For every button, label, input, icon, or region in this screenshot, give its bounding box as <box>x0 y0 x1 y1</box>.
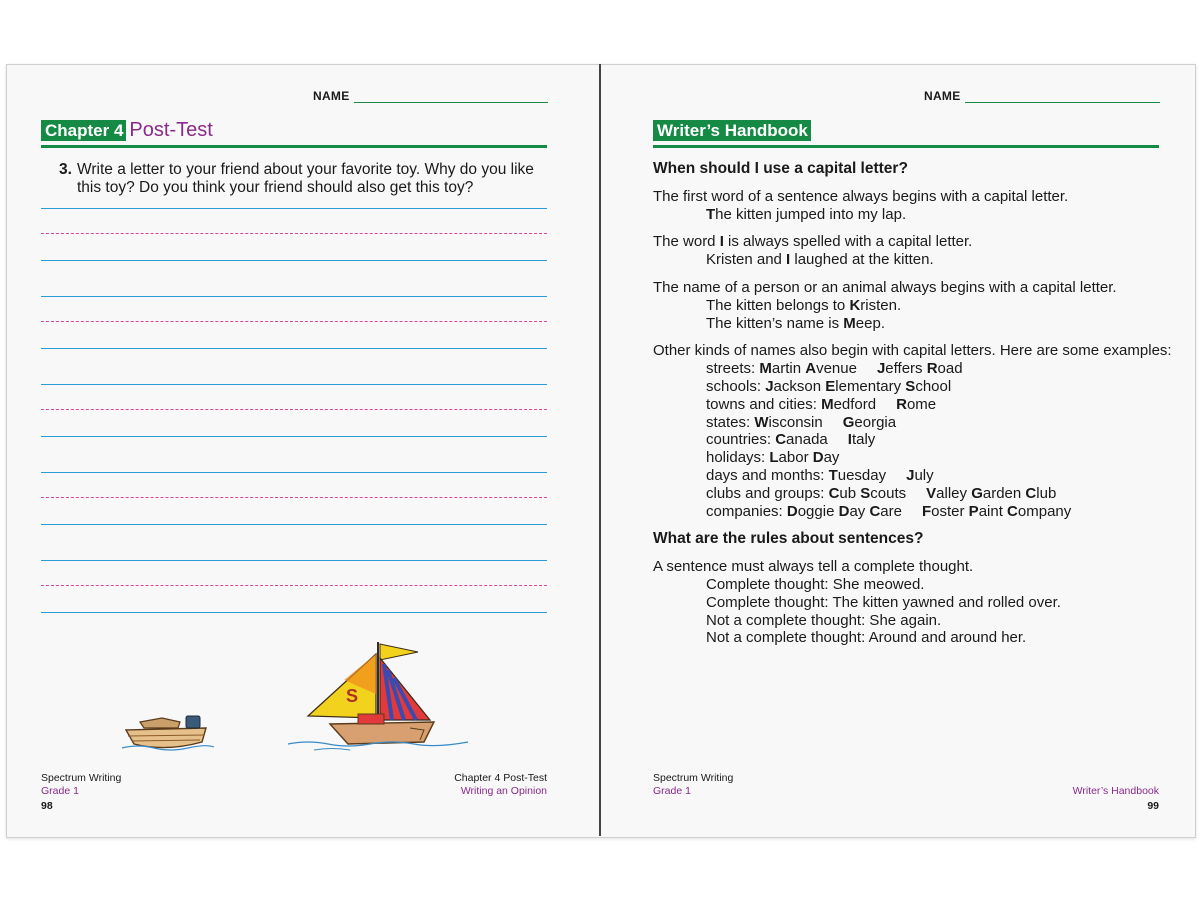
solid-line <box>41 612 547 613</box>
example-streets: streets: Martin Avenue Jeffers Road <box>706 360 963 378</box>
heading-rule <box>653 145 1159 148</box>
rule-other-names: Other kinds of names also begin with capital letters. Here are some examples: <box>653 342 1172 360</box>
solid-line <box>41 560 547 561</box>
rule-word-i: The word I is always spelled with a capital letter. <box>653 233 973 251</box>
example-incomplete-2: Not a complete thought: Around and around her. <box>706 629 1027 647</box>
dashed-midline <box>41 497 547 498</box>
chapter-heading <box>41 120 213 142</box>
dashed-midline <box>41 585 547 586</box>
footer-grade: Grade 1 <box>41 785 79 797</box>
name-label: NAME <box>924 89 961 103</box>
question-number: 3. <box>59 161 72 178</box>
footer-section: Chapter 4 Post-Test <box>454 772 547 784</box>
solid-line <box>41 472 547 473</box>
handbook-label: Writer’s Handbook <box>653 120 811 141</box>
motorboat-illustration <box>118 710 218 758</box>
rule-first-word: The first word of a sentence always begins with a capital letter. <box>653 187 1069 205</box>
right-page <box>601 64 1194 836</box>
heading-capitals: When should I use a capital letter? <box>653 160 908 177</box>
left-page <box>6 64 599 836</box>
dashed-midline <box>41 409 547 410</box>
example-states: states: Wisconsin Georgia <box>706 413 897 431</box>
footer-series: Spectrum Writing <box>41 772 122 784</box>
solid-line <box>41 384 547 385</box>
heading-rule <box>41 145 547 148</box>
name-line[interactable] <box>965 101 1160 103</box>
footer-grade: Grade 1 <box>653 785 691 797</box>
sail-letter: S <box>346 686 359 706</box>
example-towns: towns and cities: Medford Rome <box>706 395 937 413</box>
example-first-word: The kitten jumped into my lap. <box>706 205 907 223</box>
solid-line <box>41 296 547 297</box>
solid-line <box>41 208 547 209</box>
name-field <box>313 89 548 103</box>
question-text: Write a letter to your friend about your favorite toy. Why do you like this toy? Do you think your friend should also get this toy? <box>77 161 534 196</box>
page-number: 99 <box>1147 800 1159 812</box>
writing-prompt <box>56 161 546 197</box>
example-holidays: holidays: Labor Day <box>706 449 840 467</box>
rule-sentence: A sentence must always tell a complete thought. <box>653 558 974 576</box>
rule-names: The name of a person or an animal always begins with a capital letter. <box>653 278 1117 296</box>
page-number: 98 <box>41 800 53 812</box>
footer-series: Spectrum Writing <box>653 772 734 784</box>
solid-line <box>41 436 547 437</box>
name-line[interactable] <box>354 101 548 103</box>
chapter-label: Chapter 4 <box>41 120 126 141</box>
example-countries: countries: Canada Italy <box>706 431 876 449</box>
example-companies: companies: Doggie Day Care Foster Paint Company <box>706 502 1072 520</box>
footer-topic: Writing an Opinion <box>460 785 547 797</box>
solid-line <box>41 260 547 261</box>
example-days-months: days and months: Tuesday July <box>706 466 934 484</box>
example-complete-2: Complete thought: The kitten yawned and rolled over. <box>706 593 1061 611</box>
example-clubs: clubs and groups: Cub Scouts Valley Garden Club <box>706 484 1057 502</box>
solid-line <box>41 348 547 349</box>
dashed-midline <box>41 233 547 234</box>
sailboat-illustration <box>284 636 470 758</box>
name-field <box>924 89 1160 103</box>
solid-line <box>41 524 547 525</box>
handbook-heading <box>653 120 811 142</box>
name-label: NAME <box>313 89 350 103</box>
handbook-content <box>653 160 1173 647</box>
dashed-midline <box>41 321 547 322</box>
example-incomplete-1: Not a complete thought: She again. <box>706 611 942 629</box>
example-word-i: Kristen and I laughed at the kitten. <box>706 251 934 269</box>
example-animal-name: The kitten’s name is Meep. <box>706 314 885 332</box>
example-complete-1: Complete thought: She meowed. <box>706 575 925 593</box>
footer-section: Writer’s Handbook <box>1072 785 1159 797</box>
heading-sentences: What are the rules about sentences? <box>653 530 924 548</box>
chapter-title: Post-Test <box>129 119 213 141</box>
example-person-name: The kitten belongs to Kristen. <box>706 296 902 314</box>
example-schools: schools: Jackson Elementary School <box>706 377 952 395</box>
